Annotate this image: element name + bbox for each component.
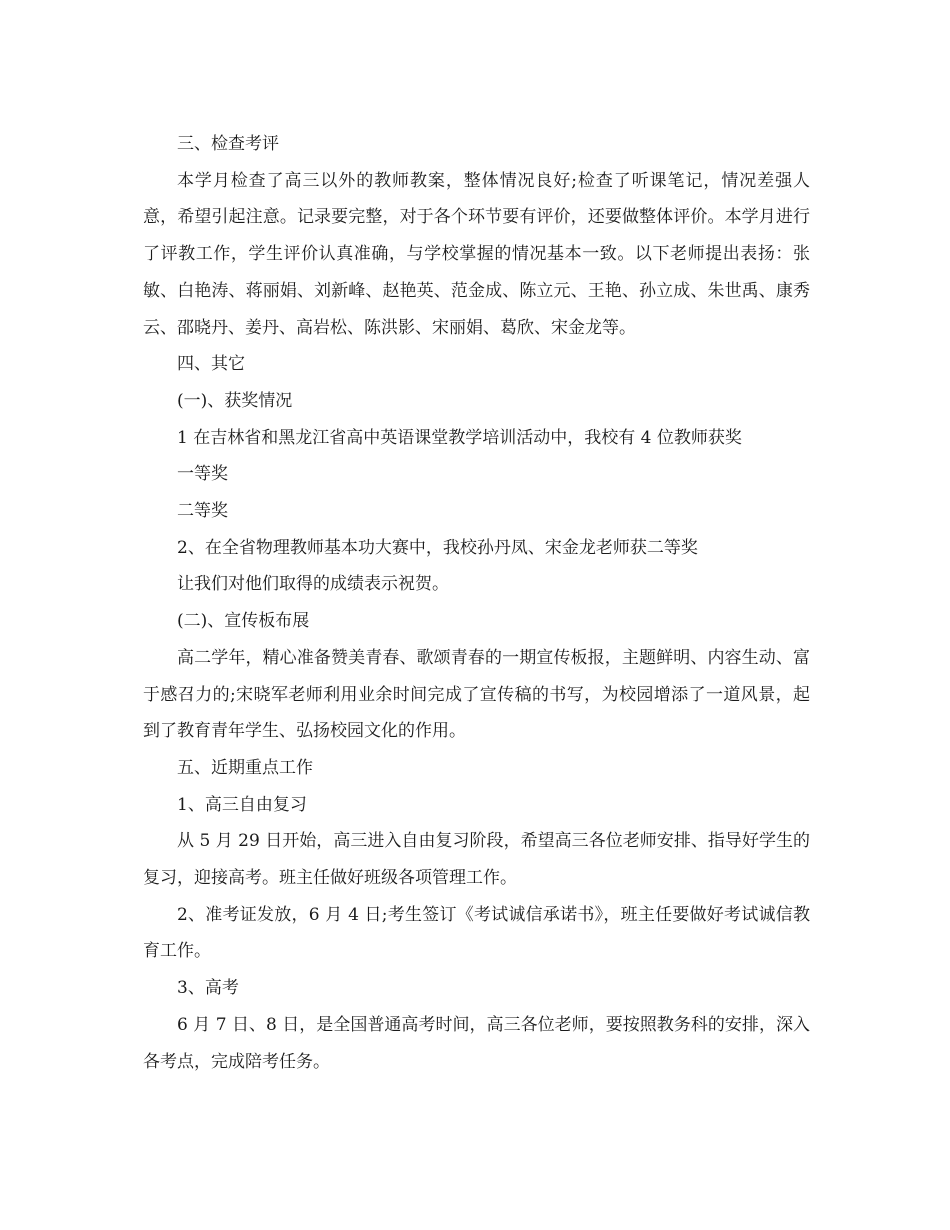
free-review-paragraph: 从 5 月 29 日开始，高三进入自由复习阶段，希望高三各位老师安排、指导好学生的复习，迎接高考。班主任做好班级各项管理工作。 (143, 831, 810, 889)
admission-ticket-paragraph: 2、准考证发放，6 月 4 日;考生签订《考试诚信承诺书》，班主任要做好考试诚信教育工作。 (143, 904, 810, 962)
congratulation-line: 让我们对他们取得的成绩表示祝贺。 (177, 574, 449, 595)
document-body (143, 126, 810, 1080)
award-second-prize: 二等奖 (177, 501, 228, 522)
section-heading-other: 四、其它 (177, 354, 245, 375)
subheading-gaokao: 3、高考 (177, 978, 239, 999)
subheading-free-review: 1、高三自由复习 (177, 794, 307, 815)
publicity-board-paragraph: 高二学年，精心准备赞美青春、歌颂青春的一期宣传板报，主题鲜明、内容生动、富于感召力的;宋晓军老师利用业余时间完成了宣传稿的书写，为校园增添了一道风景，起到了教育青年学生、弘扬校园文化的作用。 (143, 647, 810, 742)
gaokao-paragraph: 6 月 7 日、8 日，是全国普通高考时间，高三各位老师，要按照教务科的安排，深入各考点，完成陪考任务。 (143, 1014, 810, 1072)
award-item-english: 1 在吉林省和黑龙江省高中英语课堂教学培训活动中，我校有 4 位教师获奖 (177, 427, 742, 448)
subheading-publicity-board: (二)、宣传板布展 (177, 611, 310, 632)
inspection-paragraph: 本学月检查了高三以外的教师教案，整体情况良好;检查了听课笔记，情况差强人意，希望引起注意。记录要完整，对于各个环节要有评价，还要做整体评价。本学月进行了评教工作，学生评价认真准确，与学校掌握的情况基本一致。以下老师提出表扬：张敏、白艳涛、蒋丽娟、刘新峰、赵艳英、范金成、陈立元、王艳、孙立成、朱世禹、康秀云、邵晓丹、姜丹、高岩松、陈洪影、宋丽娟、葛欣、宋金龙等。 (143, 170, 810, 338)
section-heading-upcoming-work: 五、近期重点工作 (177, 757, 313, 778)
subheading-awards: (一)、获奖情况 (177, 390, 293, 411)
award-first-prize: 一等奖 (177, 464, 228, 485)
section-heading-inspection: 三、检查考评 (177, 134, 279, 154)
award-item-physics: 2、在全省物理教师基本功大赛中，我校孙丹凤、宋金龙老师获二等奖 (177, 537, 698, 558)
